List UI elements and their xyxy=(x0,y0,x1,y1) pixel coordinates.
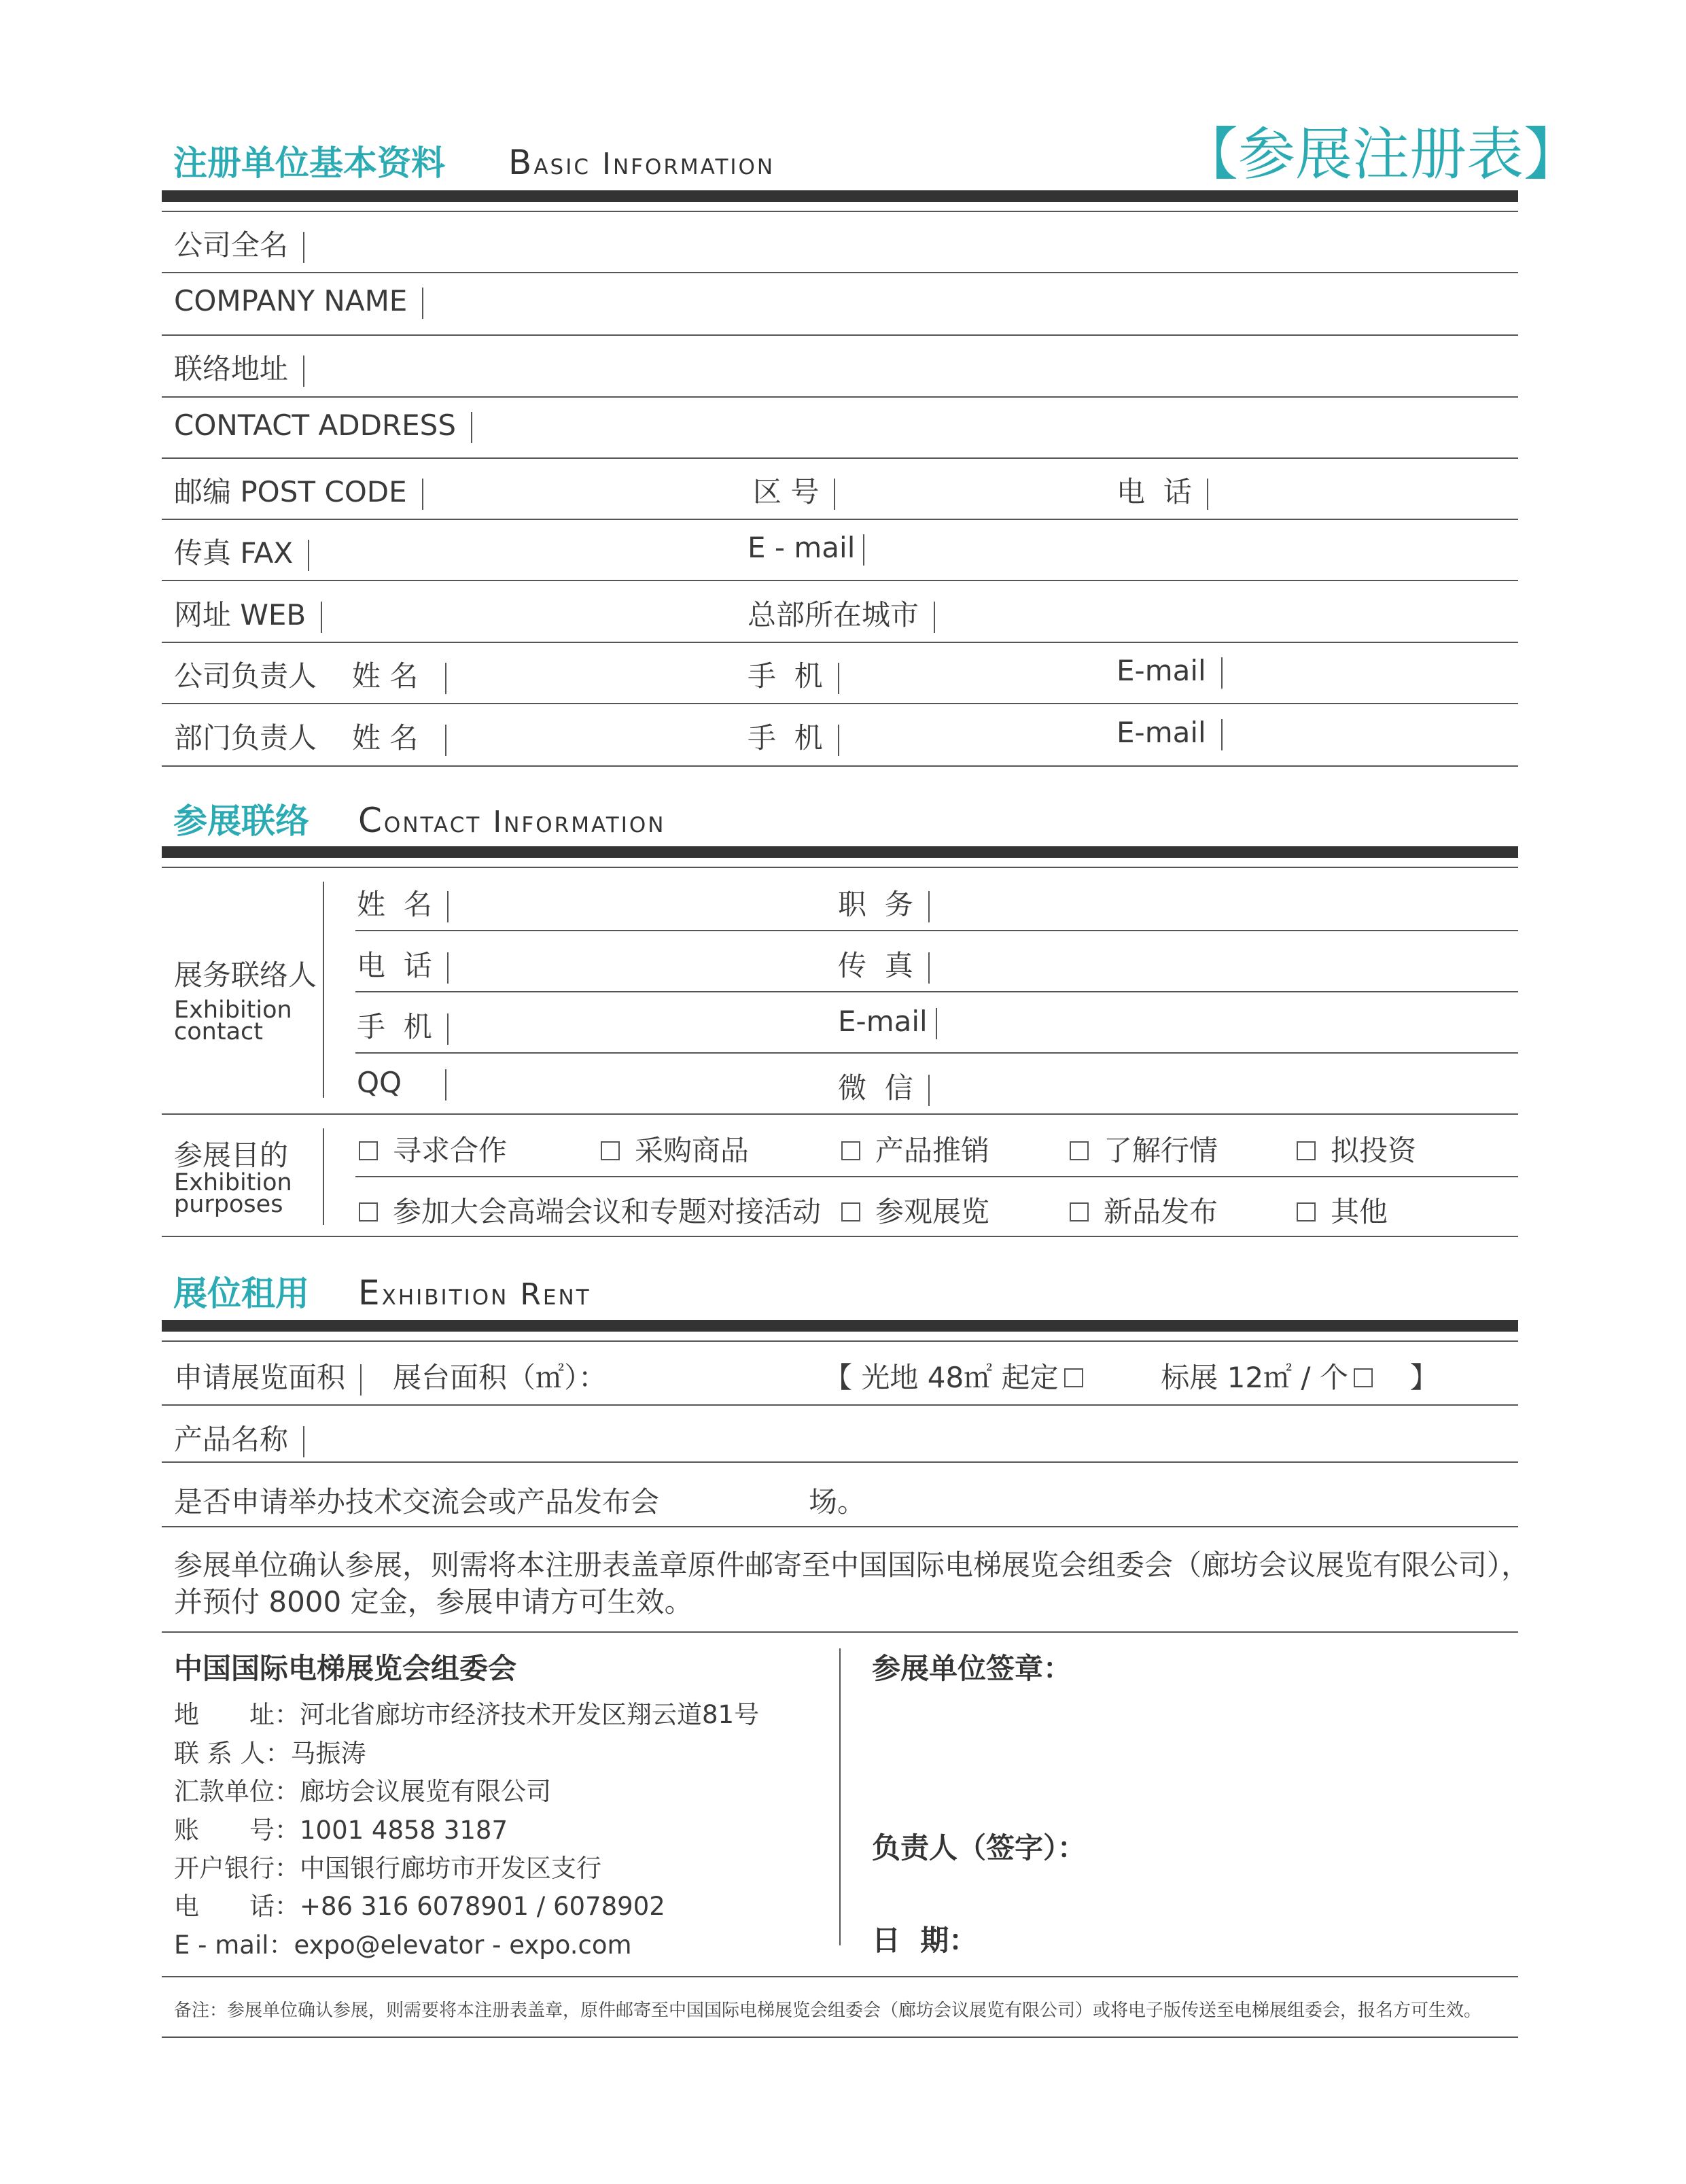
option-label: 参观展览 xyxy=(875,1195,990,1228)
web-field[interactable] xyxy=(174,593,322,634)
organizer-address xyxy=(174,1694,759,1731)
standard-booth-checkbox[interactable] xyxy=(1354,1368,1373,1387)
booth-type-options xyxy=(824,1355,1439,1396)
section-title-contact-cn: 参展联络 xyxy=(173,801,309,841)
value: 1001 4858 3187 xyxy=(300,1816,508,1845)
value: +86 316 6078901 / 6078902 xyxy=(300,1892,665,1921)
row-divider xyxy=(162,211,1518,212)
checkbox[interactable] xyxy=(601,1141,620,1160)
label: 手 机 xyxy=(357,1010,432,1043)
label-en-1: Exhibition xyxy=(174,1169,292,1196)
label: 传 真 xyxy=(838,949,913,982)
row-divider xyxy=(355,1052,1518,1054)
label: 电 话 xyxy=(1117,475,1192,508)
organizer-contact xyxy=(174,1733,366,1769)
contact-name-field[interactable] xyxy=(357,882,449,923)
label: COMPANY NAME xyxy=(174,284,408,317)
fax-field[interactable] xyxy=(174,531,309,572)
section-title-basic-en: Basic Information xyxy=(508,143,775,182)
seminar-question: 是否申请举办技术交流会或产品发布会 xyxy=(174,1485,660,1519)
organizer-payee xyxy=(174,1771,551,1807)
label: 电 话 xyxy=(357,949,432,982)
purpose-option-other[interactable] xyxy=(1297,1190,1388,1230)
organizer-phone xyxy=(174,1886,665,1922)
label: 账 号： xyxy=(174,1816,300,1845)
company-name-en-field[interactable] xyxy=(174,284,423,319)
row-divider xyxy=(162,642,1518,643)
option-label: 参加大会高端会议和专题对接活动 xyxy=(393,1195,822,1228)
option-label: 拟投资 xyxy=(1331,1134,1417,1167)
label: 网址 WEB xyxy=(174,598,306,631)
label: 姓 名 xyxy=(352,721,419,755)
raw-space-label: 光地 48㎡ 起定 xyxy=(861,1361,1059,1394)
row-divider xyxy=(162,334,1518,336)
postcode-field[interactable] xyxy=(174,470,423,510)
label: QQ xyxy=(357,1066,402,1099)
contact-position-field[interactable] xyxy=(838,882,930,923)
area-code-field[interactable] xyxy=(753,470,835,510)
label: 区 号 xyxy=(753,475,820,508)
section-rule xyxy=(162,846,1518,858)
purpose-option-launch[interactable] xyxy=(1070,1190,1218,1230)
address-en-field[interactable] xyxy=(174,409,472,443)
section-rule xyxy=(162,190,1518,202)
label: 邮编 POST CODE xyxy=(174,475,407,508)
label: 手 机 xyxy=(748,659,823,693)
row-divider xyxy=(355,991,1518,992)
section-title-basic-cn: 注册单位基本资料 xyxy=(173,143,445,183)
label: E-mail xyxy=(1117,654,1206,687)
phone-field[interactable] xyxy=(1117,470,1208,510)
label-en-2: contact xyxy=(174,1018,263,1045)
row-divider xyxy=(162,1526,1518,1527)
row-divider xyxy=(162,1340,1518,1342)
company-head-mobile-field[interactable] xyxy=(748,654,839,695)
checkbox[interactable] xyxy=(1297,1141,1316,1160)
contact-mobile-field[interactable] xyxy=(357,1005,449,1045)
label: 联 系 人： xyxy=(174,1739,291,1768)
value: 马振涛 xyxy=(290,1739,366,1768)
responsible-signature-field[interactable]: 负责人（签字）： xyxy=(872,1831,1087,1865)
footnote: 备注：参展单位确认参展，则需要将本注册表盖章，原件邮寄至中国国际电梯展览会组委会（廊坊会议展览有限公司）或将电子版传送至电梯展组委会，报名方可生效。 xyxy=(174,2000,1482,2021)
organizer-email xyxy=(174,1924,632,1961)
bracket: 【 xyxy=(824,1361,853,1394)
label: CONTACT ADDRESS xyxy=(174,409,456,442)
row-divider xyxy=(355,930,1518,931)
label: E - mail： xyxy=(174,1930,294,1960)
label: E-mail xyxy=(838,1005,928,1038)
company-head-email-field[interactable] xyxy=(1117,654,1223,689)
product-name-field[interactable] xyxy=(174,1417,304,1458)
option-label: 了解行情 xyxy=(1104,1134,1218,1167)
dept-head-mobile-field[interactable] xyxy=(748,716,839,757)
checkbox[interactable] xyxy=(1070,1141,1089,1160)
exhibition-contact-en xyxy=(174,996,292,1045)
booth-area-field[interactable]: 展台面积（㎡）： xyxy=(393,1361,608,1394)
dept-head-label: 部门负责人 xyxy=(174,721,317,755)
bracket: 】 xyxy=(1409,1361,1439,1394)
contact-email-field[interactable] xyxy=(838,1005,937,1039)
purpose-option-market[interactable] xyxy=(1070,1128,1218,1169)
purpose-option-conference[interactable] xyxy=(359,1190,821,1230)
option-label: 新品发布 xyxy=(1104,1195,1218,1228)
row-divider xyxy=(162,272,1518,273)
checkbox[interactable] xyxy=(1070,1202,1089,1221)
row-divider xyxy=(355,1176,1518,1177)
row-divider xyxy=(162,396,1518,398)
contact-phone-field[interactable] xyxy=(357,943,449,984)
label: 公司全名 xyxy=(174,228,289,262)
row-divider xyxy=(162,765,1518,767)
dept-head-email-field[interactable] xyxy=(1117,716,1223,750)
seminar-count-field[interactable]: 场。 xyxy=(809,1485,866,1519)
row-divider xyxy=(162,1461,1518,1463)
label: 开户银行： xyxy=(174,1854,300,1883)
organizer-account xyxy=(174,1809,508,1846)
row-divider xyxy=(162,580,1518,581)
option-label: 采购商品 xyxy=(635,1134,750,1167)
row-divider xyxy=(162,519,1518,520)
label: 地 址： xyxy=(174,1700,300,1729)
label: 电 话： xyxy=(174,1892,300,1921)
label-en-1: Exhibition xyxy=(174,996,292,1024)
checkbox[interactable] xyxy=(359,1141,378,1160)
apply-area-label xyxy=(174,1355,362,1396)
value: expo@elevator - expo.com xyxy=(294,1930,632,1960)
row-divider xyxy=(162,1236,1518,1237)
document-title: 【参展注册表】 xyxy=(1181,121,1581,188)
purpose-en xyxy=(174,1169,292,1218)
label: 联络地址 xyxy=(174,352,289,385)
label: E-mail xyxy=(1117,716,1206,749)
label: E - mail xyxy=(748,531,856,564)
column-divider xyxy=(323,1128,324,1225)
organizer-title: 中国国际电梯展览会组委会 xyxy=(174,1652,517,1685)
purpose-label: 参展目的 xyxy=(174,1139,289,1172)
section-title-contact-en: Contact Information xyxy=(358,801,666,840)
row-divider xyxy=(162,703,1518,704)
row-divider xyxy=(162,457,1518,459)
row-divider xyxy=(162,1404,1518,1406)
hq-city-field[interactable] xyxy=(748,593,935,634)
row-divider xyxy=(162,1976,1518,1977)
checkbox[interactable] xyxy=(359,1202,378,1221)
organizer-bank xyxy=(174,1848,601,1884)
label: 总部所在城市 xyxy=(748,598,919,631)
row-divider xyxy=(162,1113,1518,1115)
purpose-option-promotion[interactable] xyxy=(841,1128,989,1169)
row-divider xyxy=(162,867,1518,868)
contact-qq-field[interactable] xyxy=(357,1066,446,1100)
label: 微 信 xyxy=(838,1071,913,1105)
contact-wechat-field[interactable] xyxy=(838,1066,930,1107)
address-cn-field[interactable] xyxy=(174,347,304,387)
row-divider xyxy=(162,2036,1518,2038)
option-label: 产品推销 xyxy=(875,1134,990,1167)
label: 手 机 xyxy=(748,721,823,755)
stamp-field[interactable]: 参展单位签章： xyxy=(872,1652,1072,1685)
label: 汇款单位： xyxy=(174,1777,300,1806)
section-title-rent-en: Exhibition Rent xyxy=(358,1273,591,1313)
notice-line-2: 并预付 8000 定金，参展申请方可生效。 xyxy=(174,1585,693,1618)
purpose-option-cooperation[interactable] xyxy=(359,1128,507,1169)
checkbox[interactable] xyxy=(1297,1202,1316,1221)
label: 职 务 xyxy=(838,888,913,921)
company-head-name-field[interactable] xyxy=(352,654,446,695)
section-title-rent-cn: 展位租用 xyxy=(173,1274,309,1313)
purpose-option-invest[interactable] xyxy=(1297,1128,1416,1169)
company-head-label: 公司负责人 xyxy=(174,659,317,693)
option-label: 寻求合作 xyxy=(393,1134,508,1167)
exhibition-contact-label: 展务联络人 xyxy=(174,958,317,992)
section-rule xyxy=(162,1320,1518,1332)
column-divider xyxy=(839,1648,841,1945)
label: 传真 FAX xyxy=(174,536,294,570)
email-field[interactable] xyxy=(748,531,864,566)
standard-booth-label: 标展 12㎡ / 个 xyxy=(1161,1361,1348,1394)
raw-space-checkbox[interactable] xyxy=(1064,1368,1083,1387)
date-field[interactable]: 日 期： xyxy=(872,1924,978,1957)
contact-fax-field[interactable] xyxy=(838,943,930,984)
notice-line-1: 参展单位确认参展，则需将本注册表盖章原件邮寄至中国国际电梯展览会组委会（廊坊会议展览有限公司）， xyxy=(174,1548,1530,1582)
purpose-option-purchase[interactable] xyxy=(601,1128,749,1169)
company-name-cn-field[interactable] xyxy=(174,223,304,264)
label: 申请展览面积 xyxy=(174,1361,346,1394)
checkbox[interactable] xyxy=(841,1202,860,1221)
option-label: 其他 xyxy=(1331,1195,1388,1228)
row-divider xyxy=(162,1631,1518,1633)
value: 廊坊会议展览有限公司 xyxy=(300,1777,551,1806)
value: 河北省廊坊市经济技术开发区翔云道81号 xyxy=(300,1700,760,1729)
dept-head-name-field[interactable] xyxy=(352,716,446,757)
label: 姓 名 xyxy=(357,888,432,921)
label-en-2: purposes xyxy=(174,1191,283,1218)
label: 产品名称 xyxy=(174,1423,289,1456)
value: 中国银行廊坊市开发区支行 xyxy=(300,1854,601,1883)
checkbox[interactable] xyxy=(841,1141,860,1160)
label: 姓 名 xyxy=(352,659,419,693)
purpose-option-visit[interactable] xyxy=(841,1190,989,1230)
column-divider xyxy=(323,882,324,1098)
